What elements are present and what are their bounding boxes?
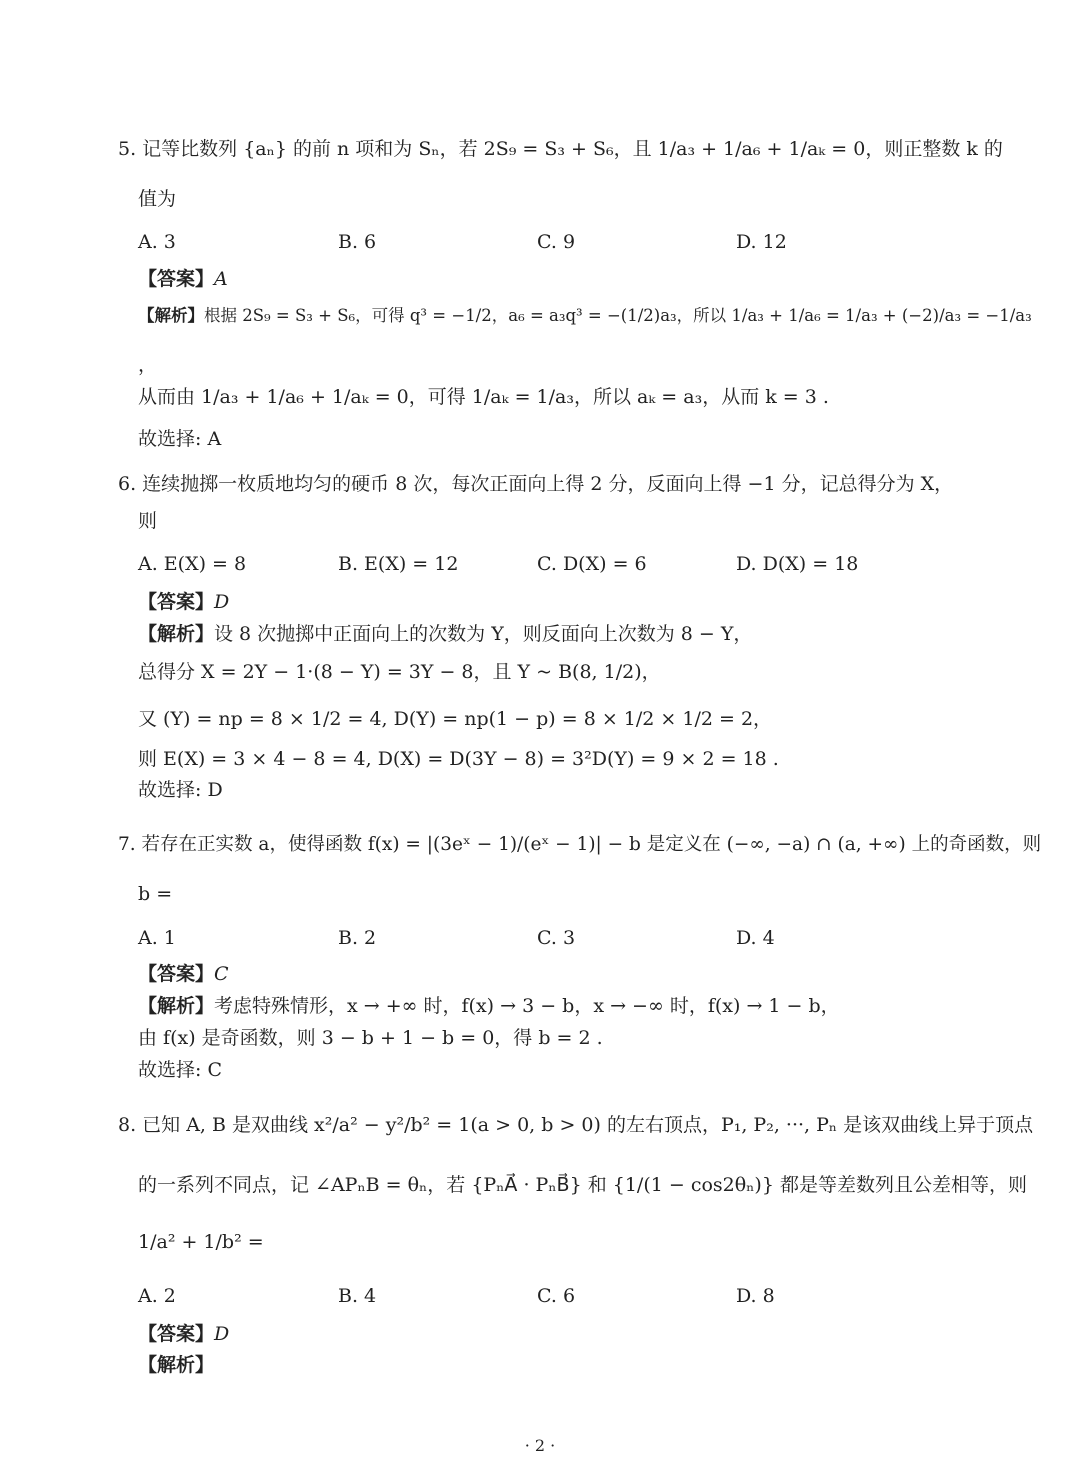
q5-stem-line-2: 值为 xyxy=(138,188,177,210)
q6-analysis-line-3: 又 (Y) = np = 8 × 1/2 = 4, D(Y) = np(1 − p) = 8 × 1/2 × 1/2 = 2， xyxy=(138,708,773,730)
q8-analysis-heading xyxy=(138,1356,214,1375)
analysis-tag: 【解析】 xyxy=(138,1354,215,1376)
q6-option-c: C. D(X) = 6 xyxy=(537,553,647,575)
q6-option-d: D. D(X) = 18 xyxy=(736,553,859,575)
q5-stem-line-1: 5. 记等比数列 {aₙ} 的前 n 项和为 Sₙ，若 2S₉ = S₃ + S₆，且 1/a₃ + 1/a₆ + 1/aₖ = 0，则正整数 k 的 xyxy=(118,138,1003,160)
q6-stem-line-1: 6. 连续抛掷一枚质地均匀的硬币 8 次，每次正面向上得 2 分，反面向上得 −1 分，记总得分为 X， xyxy=(118,473,954,495)
q6-analysis-line-5: 故选择: D xyxy=(138,779,223,801)
answer-value: C xyxy=(214,963,229,985)
page-number: · 2 · xyxy=(524,1436,556,1455)
answer-tag: 【答案】 xyxy=(138,268,215,290)
q8-stem-line-3: 1/a² + 1/b² = xyxy=(138,1231,264,1253)
q7-analysis-line-1 xyxy=(138,997,840,1016)
q6-answer xyxy=(138,593,229,612)
q5-analysis-line-4: 故选择: A xyxy=(138,428,222,450)
q6-stem-line-2: 则 xyxy=(138,510,158,532)
q5-option-c: C. 9 xyxy=(537,231,576,253)
q8-option-d: D. 8 xyxy=(736,1285,775,1307)
analysis-tag: 【解析】 xyxy=(138,623,215,645)
q5-answer xyxy=(138,270,228,289)
q5-option-a: A. 3 xyxy=(138,231,176,253)
q7-analysis-line-2: 由 f(x) 是奇函数，则 3 − b + 1 − b = 0，得 b = 2 . xyxy=(138,1027,603,1049)
q6-analysis-line-4: 则 E(X) = 3 × 4 − 8 = 4, D(X) = D(3Y − 8) = 3²D(Y) = 9 × 2 = 18 . xyxy=(138,748,779,770)
q8-answer xyxy=(138,1325,229,1344)
q7-stem-line-2: b = xyxy=(138,883,173,905)
answer-tag: 【答案】 xyxy=(138,963,215,985)
q7-analysis-line-3: 故选择: C xyxy=(138,1059,222,1081)
answer-tag: 【答案】 xyxy=(138,1323,215,1345)
q6-option-a: A. E(X) = 8 xyxy=(138,553,247,575)
q7-option-d: D. 4 xyxy=(736,927,775,949)
analysis-tag: 【解析】 xyxy=(138,306,204,325)
answer-value: A xyxy=(214,268,228,290)
q5-analysis-line-3: 从而由 1/a₃ + 1/a₆ + 1/aₖ = 0，可得 1/aₖ = 1/a₃，所以 aₖ = a₃，从而 k = 3 . xyxy=(138,386,829,408)
q6-analysis-line-2: 总得分 X = 2Y − 1·(8 − Y) = 3Y − 8，且 Y ~ B(8, 1/2)， xyxy=(138,661,661,683)
q5-analysis-line-2: ， xyxy=(138,354,158,376)
q6-analysis-line-1 xyxy=(138,625,752,644)
answer-value: D xyxy=(214,591,230,613)
q5-analysis-line-1 xyxy=(138,308,1032,325)
q6-option-b: B. E(X) = 12 xyxy=(338,553,459,575)
q5-option-d: D. 12 xyxy=(736,231,787,253)
answer-tag: 【答案】 xyxy=(138,591,215,613)
analysis-text: 设 8 次抛掷中正面向上的次数为 Y，则反面向上次数为 8 − Y， xyxy=(214,623,753,645)
analysis-text: 根据 2S₉ = S₃ + S₆，可得 q³ = −1/2，a₆ = a₃q³ = −(1/2)a₃，所以 1/a₃ + 1/a₆ = 1/a₃ + (−2)/a₃ = −1/a₃ xyxy=(204,306,1032,325)
q8-option-a: A. 2 xyxy=(138,1285,176,1307)
q8-stem-line-1: 8. 已知 A, B 是双曲线 x²/a² − y²/b² = 1(a > 0, b > 0) 的左右顶点，P₁, P₂, ···, Pₙ 是该双曲线上异于顶点 xyxy=(118,1114,1034,1136)
q7-answer xyxy=(138,965,229,984)
q7-stem-line-1: 7. 若存在正实数 a，使得函数 f(x) = |(3eˣ − 1)/(eˣ − 1)| − b 是定义在 (−∞, −a) ∩ (a, +∞) 上的奇函数，则 xyxy=(118,834,1042,855)
q8-stem-line-2: 的一系列不同点，记 ∠APₙB = θₙ，若 {PₙA⃗ · PₙB⃗} 和 {1/(1 − cos2θₙ)} 都是等差数列且公差相等，则 xyxy=(138,1174,1027,1196)
q8-option-b: B. 4 xyxy=(338,1285,377,1307)
q7-option-b: B. 2 xyxy=(338,927,377,949)
analysis-tag: 【解析】 xyxy=(138,995,215,1017)
q8-option-c: C. 6 xyxy=(537,1285,576,1307)
answer-value: D xyxy=(214,1323,230,1345)
q7-option-c: C. 3 xyxy=(537,927,576,949)
q5-option-b: B. 6 xyxy=(338,231,377,253)
q7-option-a: A. 1 xyxy=(138,927,176,949)
analysis-text: 考虑特殊情形，x → +∞ 时，f(x) → 3 − b，x → −∞ 时，f(x) → 1 − b， xyxy=(214,995,840,1017)
